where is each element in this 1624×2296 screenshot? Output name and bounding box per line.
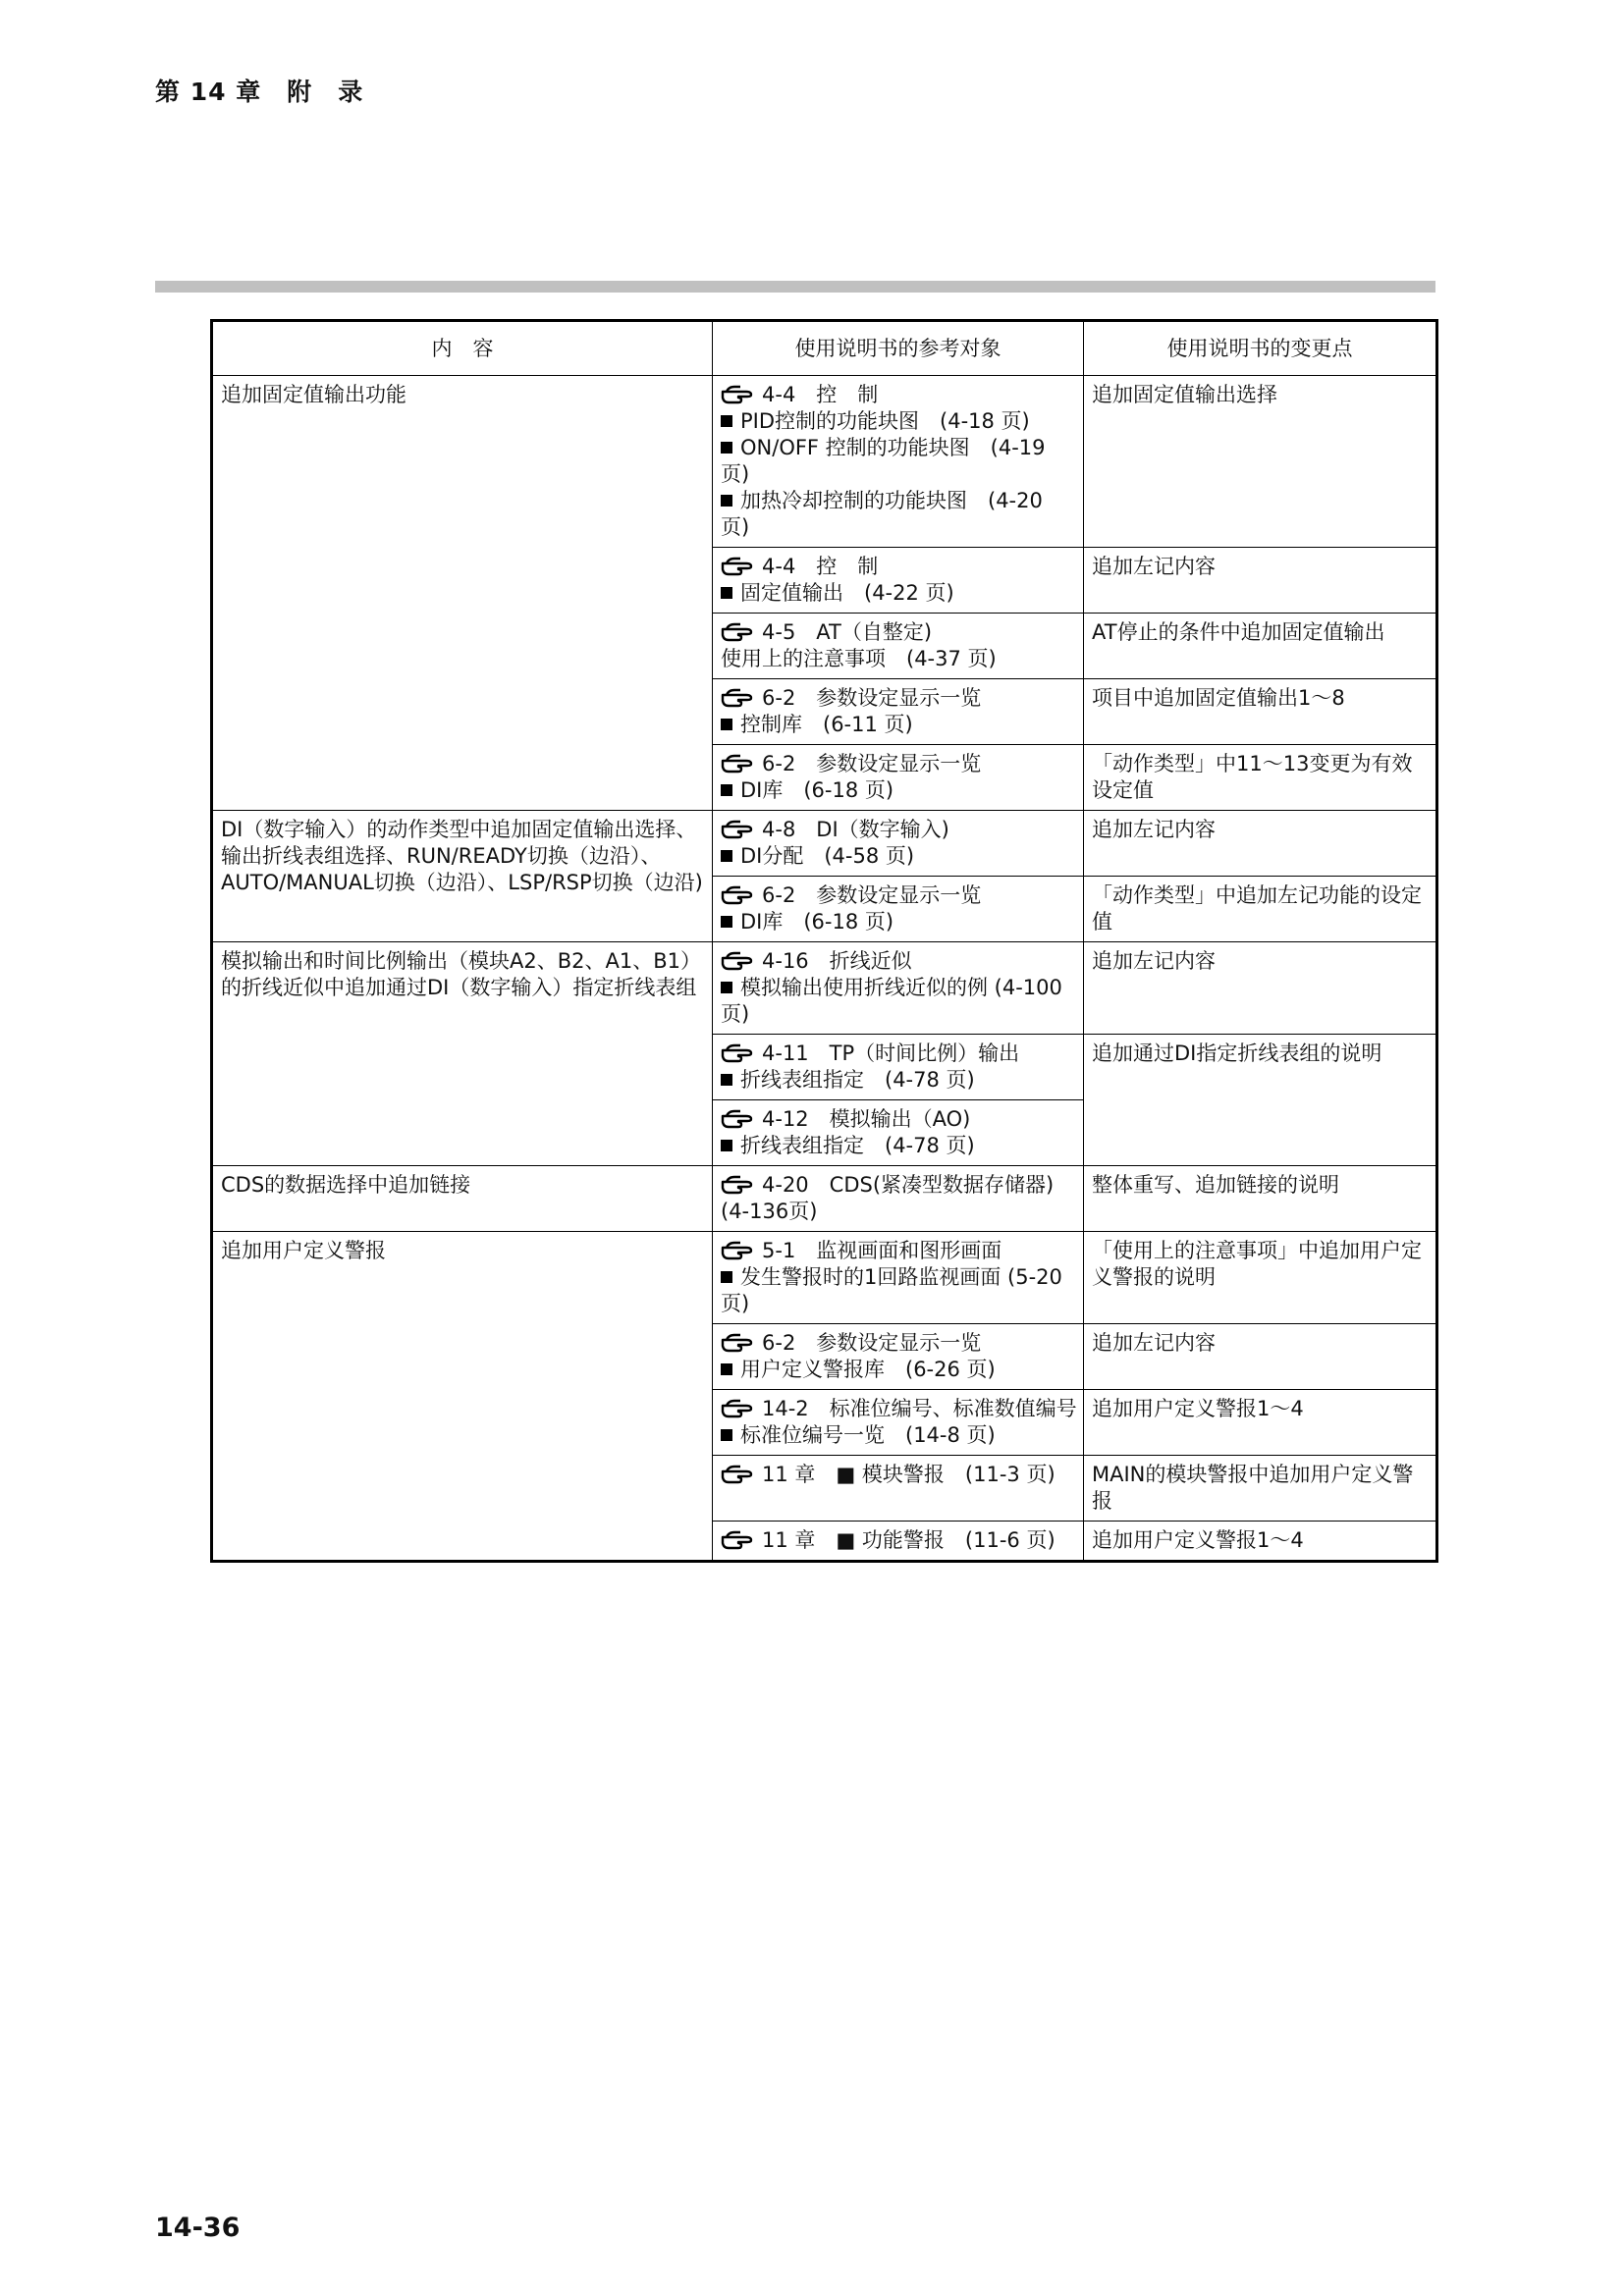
reference-item bbox=[721, 909, 1077, 935]
reference-heading bbox=[721, 817, 1077, 843]
reference-item-text: 折线表组指定 (4-78 页) bbox=[740, 1134, 975, 1157]
black-square-icon bbox=[721, 916, 732, 928]
reference-heading bbox=[721, 1330, 1077, 1357]
reference-heading bbox=[721, 554, 1077, 580]
change-cell: 追加左记内容 bbox=[1084, 811, 1437, 877]
revision-table bbox=[210, 319, 1438, 1563]
reference-item bbox=[721, 1067, 1077, 1094]
black-square-icon bbox=[721, 982, 732, 993]
change-cell: 追加用户定义警报1～4 bbox=[1084, 1390, 1437, 1456]
reference-heading bbox=[721, 382, 1077, 408]
black-square-icon bbox=[721, 587, 732, 599]
reference-section: 14-2 标准位编号、标准数值编号 bbox=[762, 1397, 1077, 1420]
black-square-icon bbox=[721, 415, 732, 427]
content-cell: CDS的数据选择中追加链接 bbox=[212, 1166, 713, 1232]
reference-cell bbox=[713, 1100, 1084, 1166]
reference-section: 6-2 参数设定显示一览 bbox=[762, 686, 982, 710]
reference-section: 4-12 模拟输出（AO) bbox=[762, 1107, 971, 1131]
content-cell: 追加用户定义警报 bbox=[212, 1232, 713, 1562]
content-cell: DI（数字输入）的动作类型中追加固定值输出选择、输出折线表组选择、RUN/READY切换（边沿）、AUTO/MANUAL切换（边沿）、LSP/RSP切换（边沿) bbox=[212, 811, 713, 942]
pointing-hand-icon bbox=[721, 555, 760, 576]
reference-heading bbox=[721, 948, 1077, 975]
change-cell: 追加左记内容 bbox=[1084, 942, 1437, 1035]
change-cell: 整体重写、追加链接的说明 bbox=[1084, 1166, 1437, 1232]
pointing-hand-icon bbox=[721, 1239, 760, 1260]
change-cell: 追加左记内容 bbox=[1084, 548, 1437, 614]
pointing-hand-icon bbox=[721, 752, 760, 774]
reference-section: 4-4 控 制 bbox=[762, 383, 879, 406]
change-cell: 追加左记内容 bbox=[1084, 1324, 1437, 1390]
pointing-hand-icon bbox=[721, 383, 760, 404]
table-row bbox=[212, 1166, 1437, 1232]
reference-item-text: 折线表组指定 (4-78 页) bbox=[740, 1068, 975, 1092]
reference-heading bbox=[721, 1041, 1077, 1067]
black-square-icon bbox=[721, 1140, 732, 1151]
reference-cell bbox=[713, 1035, 1084, 1100]
reference-heading bbox=[721, 1172, 1077, 1199]
reference-item-text: DI库 (6-18 页) bbox=[740, 778, 894, 802]
reference-item-text: PID控制的功能块图 (4-18 页) bbox=[740, 409, 1030, 433]
black-square-icon bbox=[721, 1363, 732, 1375]
reference-item-text: 控制库 (6-11 页) bbox=[740, 713, 913, 736]
pointing-hand-icon bbox=[721, 1397, 760, 1418]
pointing-hand-icon bbox=[721, 686, 760, 708]
pointing-hand-icon bbox=[721, 818, 760, 839]
reference-section: 11 章 ■ 功能警报 (11-6 页) bbox=[762, 1528, 1056, 1552]
reference-item bbox=[721, 580, 1077, 607]
reference-cell bbox=[713, 1324, 1084, 1390]
pointing-hand-icon bbox=[721, 1107, 760, 1129]
change-cell: 「动作类型」中追加左记功能的设定值 bbox=[1084, 877, 1437, 942]
black-square-icon bbox=[721, 1429, 732, 1441]
reference-heading bbox=[721, 751, 1077, 777]
change-cell: 追加通过DI指定折线表组的说明 bbox=[1084, 1035, 1437, 1166]
reference-item-text: 用户定义警报库 (6-26 页) bbox=[740, 1358, 996, 1381]
reference-item-text: DI库 (6-18 页) bbox=[740, 910, 894, 934]
reference-item-text: 发生警报时的1回路监视画面 (5-20 页) bbox=[721, 1265, 1062, 1315]
header-change: 使用说明书的变更点 bbox=[1084, 321, 1437, 376]
reference-section: 5-1 监视画面和图形画面 bbox=[762, 1239, 1002, 1262]
reference-cell bbox=[713, 1522, 1084, 1562]
reference-item bbox=[721, 1357, 1077, 1383]
change-cell: MAIN的模块警报中追加用户定义警报 bbox=[1084, 1456, 1437, 1522]
reference-heading bbox=[721, 1462, 1077, 1488]
reference-section: 4-20 CDS(紧凑型数据存储器) bbox=[762, 1173, 1055, 1197]
reference-cell bbox=[713, 679, 1084, 745]
pointing-hand-icon bbox=[721, 1041, 760, 1063]
table-row bbox=[212, 1232, 1437, 1324]
reference-heading bbox=[721, 685, 1077, 712]
reference-item bbox=[721, 488, 1077, 541]
black-square-icon bbox=[721, 719, 732, 730]
reference-section: 4-11 TP（时间比例）输出 bbox=[762, 1041, 1020, 1065]
reference-cell bbox=[713, 1232, 1084, 1324]
reference-heading bbox=[721, 619, 1077, 646]
reference-item bbox=[721, 843, 1077, 870]
reference-item bbox=[721, 1422, 1077, 1449]
header-reference: 使用说明书的参考对象 bbox=[713, 321, 1084, 376]
reference-section: 6-2 参数设定显示一览 bbox=[762, 883, 982, 907]
chapter-title: 第 14 章 附 录 bbox=[155, 78, 364, 106]
reference-cell bbox=[713, 942, 1084, 1035]
pointing-hand-icon bbox=[721, 1173, 760, 1195]
reference-item bbox=[721, 408, 1077, 435]
black-square-icon bbox=[721, 784, 732, 796]
black-square-icon bbox=[721, 1074, 732, 1086]
reference-section: 4-5 AT（自整定) bbox=[762, 620, 933, 644]
black-square-icon bbox=[721, 495, 732, 507]
black-square-icon bbox=[721, 850, 732, 862]
pointing-hand-icon bbox=[721, 1463, 760, 1484]
reference-section: 4-8 DI（数字输入) bbox=[762, 818, 949, 841]
table-row bbox=[212, 376, 1437, 548]
pointing-hand-icon bbox=[721, 949, 760, 971]
change-cell: 追加用户定义警报1～4 bbox=[1084, 1522, 1437, 1562]
header-divider bbox=[155, 281, 1435, 293]
change-cell: 追加固定值输出选择 bbox=[1084, 376, 1437, 548]
reference-section: 11 章 ■ 模块警报 (11-3 页) bbox=[762, 1463, 1056, 1486]
reference-item bbox=[721, 1133, 1077, 1159]
reference-heading bbox=[721, 882, 1077, 909]
change-cell: 项目中追加固定值输出1～8 bbox=[1084, 679, 1437, 745]
reference-item-text: 加热冷却控制的功能块图 (4-20 页) bbox=[721, 489, 1043, 539]
reference-item bbox=[721, 435, 1077, 488]
reference-heading bbox=[721, 1527, 1077, 1554]
change-cell: AT停止的条件中追加固定值输出 bbox=[1084, 614, 1437, 679]
reference-item-text: 模拟输出使用折线近似的例 (4-100 页) bbox=[721, 976, 1062, 1026]
reference-note: (4-136页) bbox=[721, 1200, 818, 1223]
content-cell: 模拟输出和时间比例输出（模块A2、B2、A1、B1）的折线近似中追加通过DI（数字输入）指定折线表组 bbox=[212, 942, 713, 1166]
reference-item-text: 固定值输出 (4-22 页) bbox=[740, 581, 954, 605]
header-content: 内 容 bbox=[212, 321, 713, 376]
reference-cell bbox=[713, 745, 1084, 811]
reference-cell bbox=[713, 1390, 1084, 1456]
reference-note: 使用上的注意事项 (4-37 页) bbox=[721, 647, 997, 670]
reference-cell bbox=[713, 548, 1084, 614]
page-number: 14-36 bbox=[155, 2213, 241, 2243]
reference-item-text: ON/OFF 控制的功能块图 (4-19 页) bbox=[721, 436, 1046, 486]
reference-heading bbox=[721, 1396, 1077, 1422]
black-square-icon bbox=[721, 442, 732, 454]
pointing-hand-icon bbox=[721, 1331, 760, 1353]
table-header-row bbox=[212, 321, 1437, 376]
reference-item bbox=[721, 712, 1077, 738]
table-row bbox=[212, 811, 1437, 877]
reference-item bbox=[721, 1264, 1077, 1317]
reference-cell bbox=[713, 877, 1084, 942]
change-cell: 「动作类型」中11～13变更为有效设定值 bbox=[1084, 745, 1437, 811]
reference-cell bbox=[713, 1166, 1084, 1232]
reference-item-text: 标准位编号一览 (14-8 页) bbox=[740, 1423, 996, 1447]
reference-cell bbox=[713, 1456, 1084, 1522]
reference-cell bbox=[713, 811, 1084, 877]
reference-section: 4-4 控 制 bbox=[762, 555, 879, 578]
black-square-icon bbox=[721, 1271, 732, 1283]
reference-section: 4-16 折线近似 bbox=[762, 949, 912, 973]
reference-cell bbox=[713, 614, 1084, 679]
reference-heading bbox=[721, 1238, 1077, 1264]
reference-item bbox=[721, 975, 1077, 1028]
reference-section: 6-2 参数设定显示一览 bbox=[762, 1331, 982, 1355]
table-row bbox=[212, 942, 1437, 1035]
reference-item bbox=[721, 777, 1077, 804]
change-cell: 「使用上的注意事项」中追加用户定义警报的说明 bbox=[1084, 1232, 1437, 1324]
pointing-hand-icon bbox=[721, 620, 760, 642]
reference-heading bbox=[721, 1106, 1077, 1133]
pointing-hand-icon bbox=[721, 883, 760, 905]
content-cell: 追加固定值输出功能 bbox=[212, 376, 713, 811]
reference-section: 6-2 参数设定显示一览 bbox=[762, 752, 982, 775]
reference-cell bbox=[713, 376, 1084, 548]
reference-item-text: DI分配 (4-58 页) bbox=[740, 844, 915, 868]
pointing-hand-icon bbox=[721, 1528, 760, 1550]
